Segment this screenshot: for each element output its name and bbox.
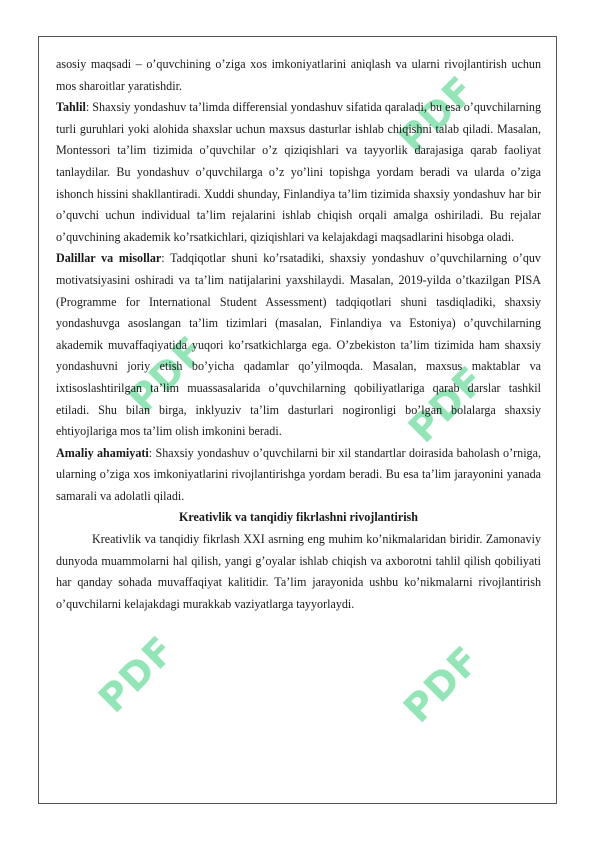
text-analysis: : Shaxsiy yondashuv ta’limda differensial yondashuv sifatida qaraladi, bu esa o’quvchilarning turli guruhlari yoki alohida shaxslar uchun maxsus dasturlar ishlab chiqishni talab qiladi. Masalan, Montessori ta’lim tizimida o’quvchilar o’z qiziqishlari va tayyorlik darajasiga qarab faoliyat tanlaydilar. Bu yondashuv o’quvchilarga o’z yo’lini topishga yordam beradi va ularda o’ziga ishonch hissini shakllantiradi. Xuddi shunday, Finlandiya ta’lim tizimida shaxsiy yondashuv har bir o’quvchi uchun individual ta’lim rejalarini ishlab chiqish orqali amalga oshiriladi. Bu rejalar o’quvchining akademik ko’rsatkichlari, qiziqishlari va kelajakdagi maqsadlarini hisobga oladi. bbox=[56, 100, 541, 244]
paragraph-creativity: Kreativlik va tanqidiy fikrlash XXI asrning eng muhim ko’nikmalaridan biridir. Zamonaviy dunyoda muammolarni hal qilish, yangi g’oyalar ishlab chiqish va axborotni tahlil qilish qobiliyati har qanday sohada muvaffaqiyat kalitidir. Ta’lim jarayonida ushbu ko’nikmalarni rivojlantirish o’quvchilarni kelajakdagi murakkab vaziyatlarga tayyorlaydi. bbox=[56, 532, 541, 611]
watermark-3: PDF bbox=[400, 357, 494, 452]
watermark-4: PDF bbox=[90, 627, 184, 722]
section-heading: Kreativlik va tanqidiy fikrlashni rivojlantirish bbox=[179, 510, 418, 525]
text-practical: : Shaxsiy yondashuv o’quvchilarni bir xil standartlar doirasida baholash o’rniga, ularning o’ziga xos imkoniyatlarini rivojlantirishga yordam beradi. Bu esa ta’lim jarayonini yanada samarali va adolatli qiladi. bbox=[56, 445, 541, 503]
document-body bbox=[56, 54, 541, 615]
paragraph-analysis bbox=[56, 97, 541, 248]
paragraph-practical bbox=[56, 443, 541, 508]
watermark-1: PDF bbox=[390, 67, 484, 162]
text-evidence: : Tadqiqotlar shuni ko’rsatadiki, shaxsiy yondashuv o’quvchilarning o’quv motivatsiyasini oshiradi va ta’lim natijalarini yaxshilaydi. Masalan, 2019-yilda o’tkazilgan PISA (Programme for International Student Assessment) tadqiqotlari shuni tasdiqladiki, shaxsiy yondashuvga asoslangan ta’lim tizimlari (masalan, Finlandiya va Estoniya) o’quvchilarning akademik muvaffaqiyatida yuqori ko’rsatkichlarga ega. O’zbekiston ta’lim tizimida ham shaxsiy yondashuvni joriy etish bo’yicha qadamlar qo’yilmoqda. Masalan, maxsus maktablar va ixtisoslashtirilgan ta’lim muassasalarida o’quvchilarning qobiliyatlariga qarab darslar tashkil etiladi. Shu bilan birga, inklyuziv ta’lim dasturlari nogironligi bo’lgan bolalarga shaxsiy ehtiyojlariga mos ta’lim olish imkonini beradi. bbox=[56, 251, 541, 439]
paragraph-evidence bbox=[56, 248, 541, 442]
label-analysis: Tahlil bbox=[56, 100, 86, 115]
paragraph-intro: asosiy maqsadi – o’quvchining o’ziga xos imkoniyatlarini aniqlash va ularni rivojlantirish uchun mos sharoitlar yaratishdir. bbox=[56, 57, 541, 93]
watermark-5: PDF bbox=[395, 637, 489, 732]
watermark-2: PDF bbox=[120, 327, 214, 422]
label-practical: Amaliy ahamiyati bbox=[56, 445, 149, 460]
label-evidence: Dalillar va misollar bbox=[56, 251, 162, 266]
